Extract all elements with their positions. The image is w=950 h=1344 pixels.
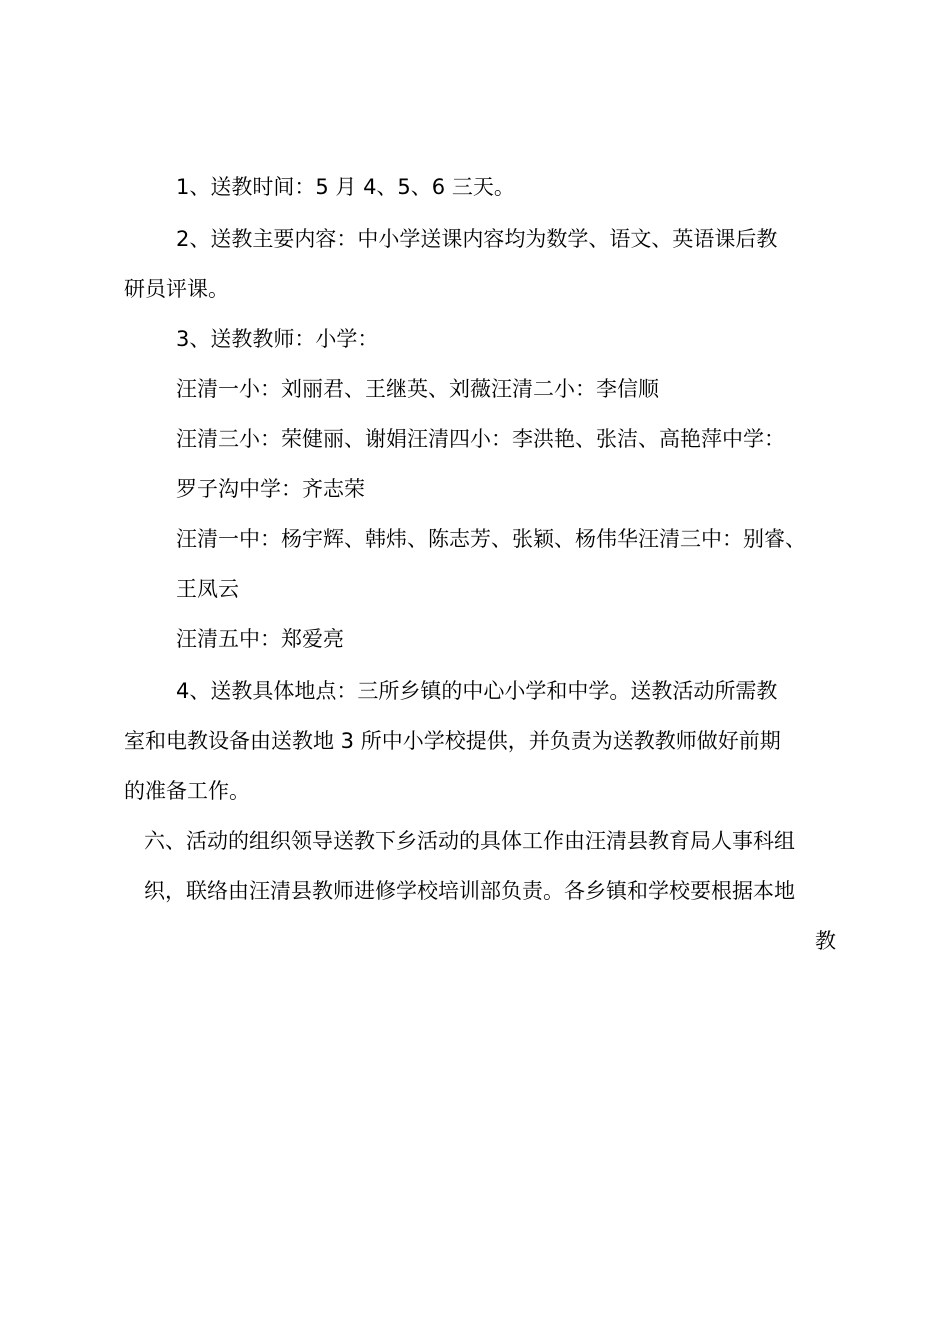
text-line-teachers-1: 汪清一小：刘丽君、王继英、刘薇汪清二小：李信顺: [176, 377, 659, 401]
text-line-location-3: 的准备工作。: [124, 779, 250, 803]
text-line-teachers-3: 罗子沟中学：齐志荣: [176, 477, 365, 501]
text-line-main-content-2: 研员评课。: [124, 277, 229, 301]
text-line-organization: 六、活动的组织领导送教下乡活动的具体工作由汪清县教育局人事科组: [144, 829, 795, 853]
text-line-main-content: 2、送教主要内容：中小学送课内容均为数学、语文、英语课后教: [176, 227, 778, 251]
text-line-teachers-4: 汪清一中：杨宇辉、韩炜、陈志芳、张颖、杨伟华汪清三中：别睿、: [176, 527, 806, 551]
text-line-location-2: 室和电教设备由送教地 3 所中小学校提供，并负责为送教教师做好前期: [124, 729, 781, 753]
text-line-organization-3: 教: [815, 929, 836, 953]
text-line-organization-2: 织，联络由汪清县教师进修学校培训部负责。各乡镇和学校要根据本地: [144, 879, 795, 903]
text-line-teachers-5: 王凤云: [176, 577, 239, 601]
text-line-teachers-2: 汪清三小：荣健丽、谢娟汪清四小：李洪艳、张洁、高艳萍中学：: [176, 427, 785, 451]
text-line-location: 4、送教具体地点：三所乡镇的中心小学和中学。送教活动所需教: [176, 679, 778, 703]
text-line-send-time: 1、送教时间：5 月 4、5、6 三天。: [176, 175, 515, 199]
text-line-teachers-heading: 3、送教教师：小学：: [176, 327, 379, 351]
text-line-teachers-6: 汪清五中：郑爱亮: [176, 627, 344, 651]
